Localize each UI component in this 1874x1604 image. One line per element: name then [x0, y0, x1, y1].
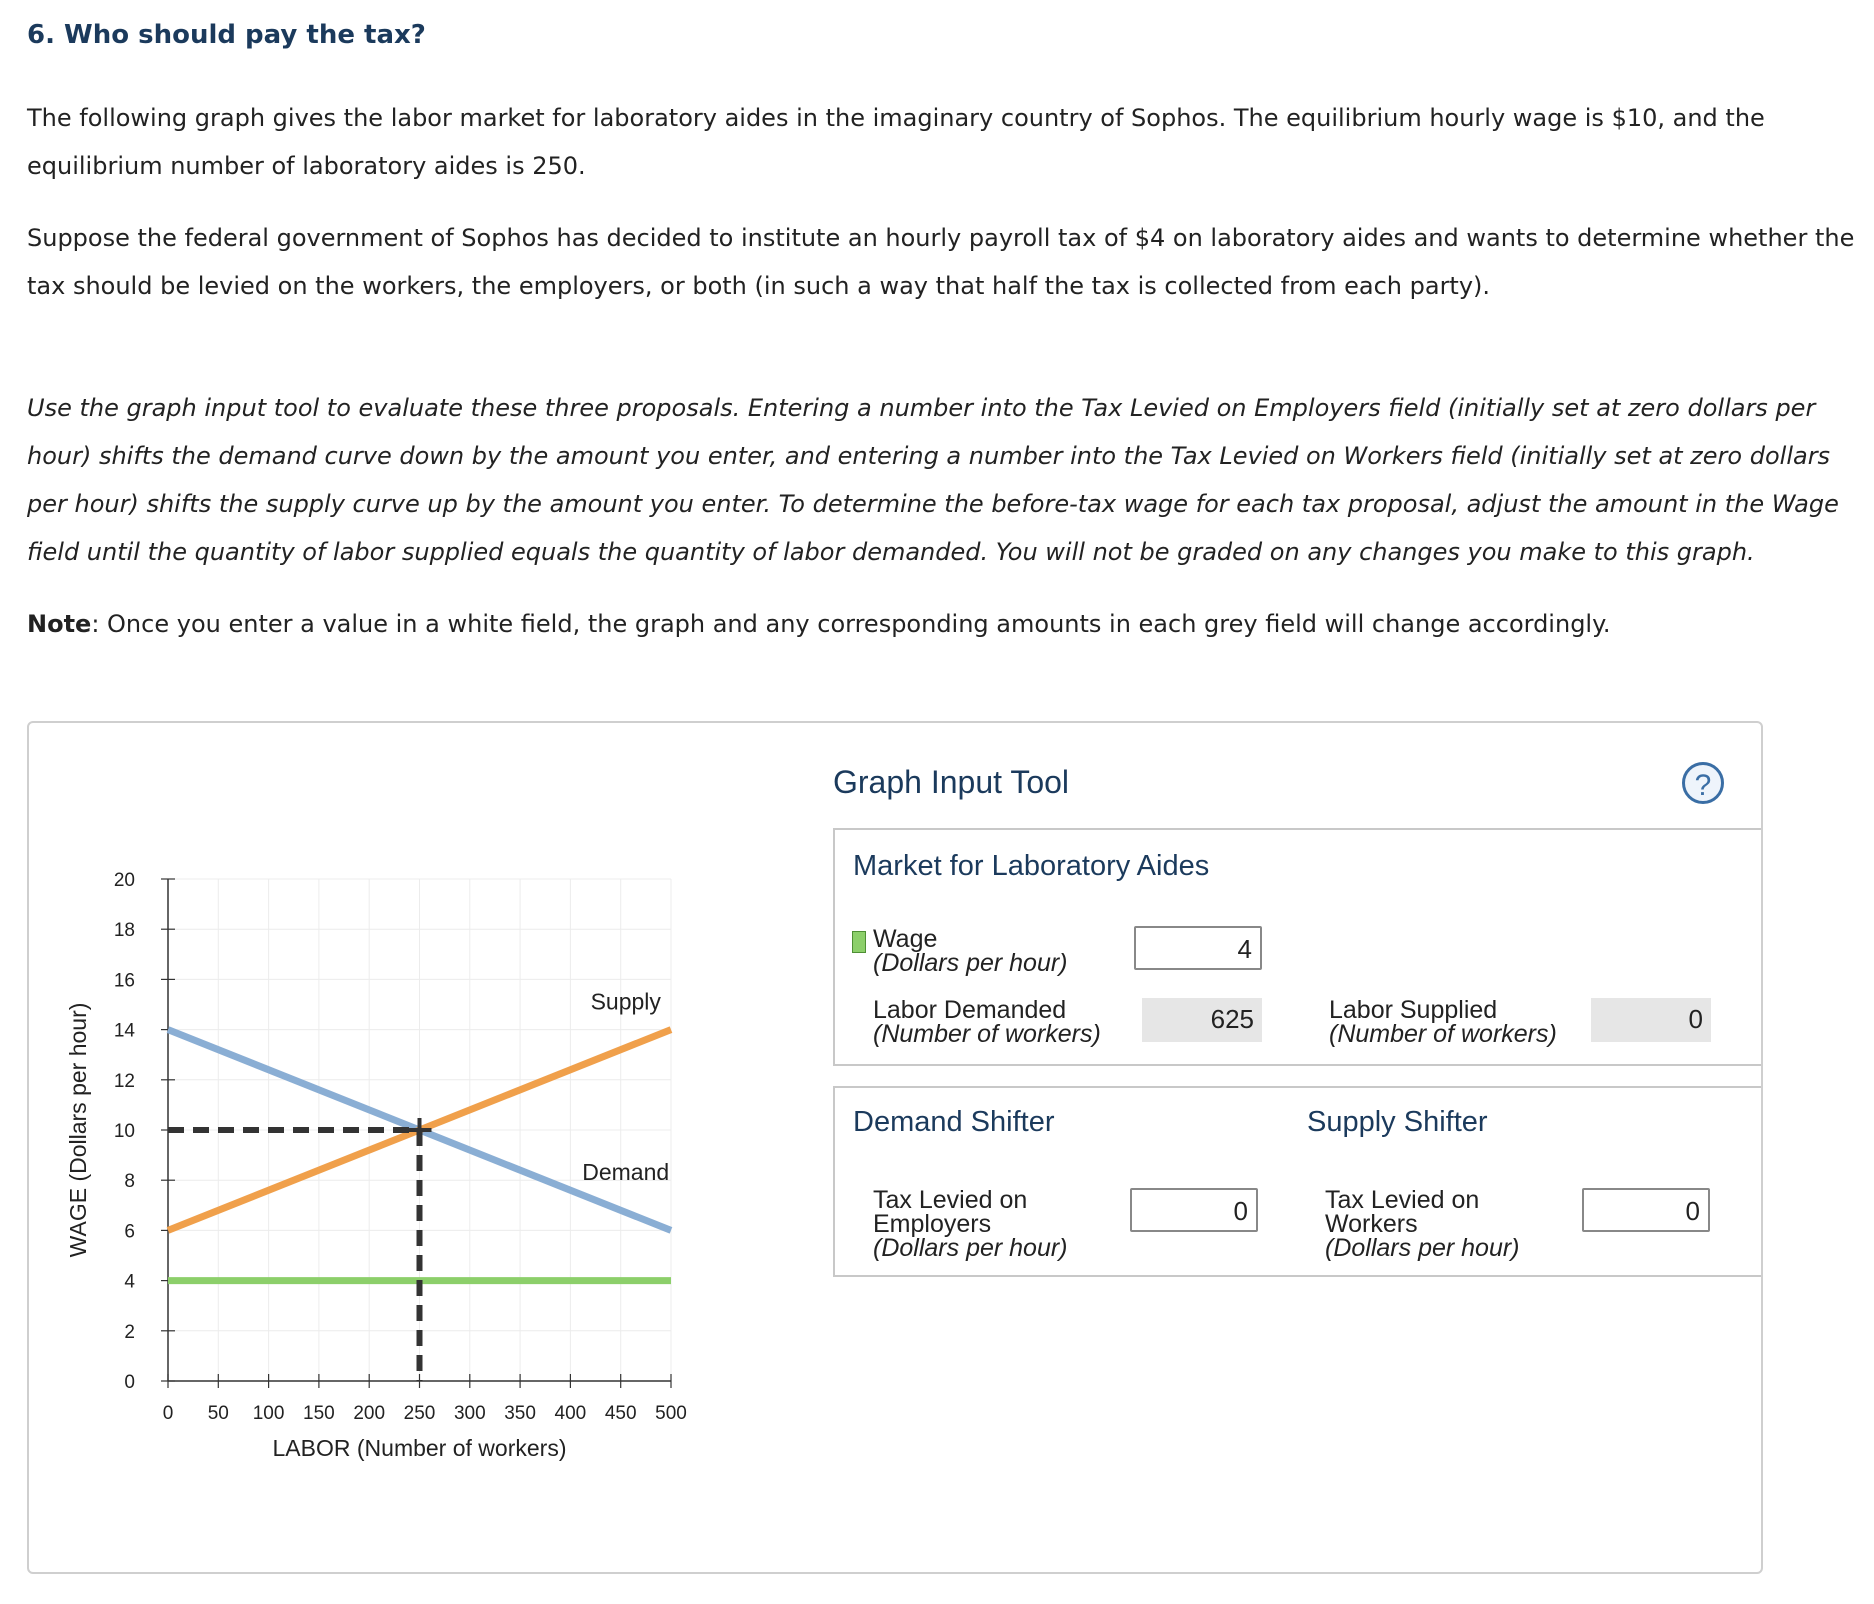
- note-label: Note: [27, 610, 92, 638]
- employer-tax-label-1: Tax Levied on: [873, 1186, 1028, 1214]
- labor-supplied-label-text: Labor Supplied: [1329, 996, 1498, 1024]
- employer-tax-label: [873, 1188, 1068, 1260]
- wage-label-sub: (Dollars per hour): [873, 949, 1068, 977]
- worker-tax-label: [1325, 1188, 1520, 1260]
- market-panel: [833, 828, 1761, 1066]
- equilibrium-markers: [168, 1118, 432, 1381]
- employer-tax-input[interactable]: 0: [1130, 1188, 1258, 1232]
- x-tick-label: 150: [303, 1403, 335, 1424]
- wage-input[interactable]: 4: [1134, 926, 1262, 970]
- market-panel-title: Market for Laboratory Aides: [853, 850, 1210, 882]
- graph-tool-title: Graph Input Tool: [833, 764, 1070, 800]
- x-tick-label: 0: [162, 1403, 174, 1424]
- wage-label-text: Wage: [873, 925, 938, 953]
- labor-demanded-label-sub: (Number of workers): [873, 1020, 1101, 1048]
- worker-tax-label-sub: (Dollars per hour): [1325, 1234, 1520, 1262]
- x-tick-label: 350: [504, 1403, 536, 1424]
- x-tick-label: 100: [252, 1403, 285, 1424]
- y-tick-label: 14: [113, 1020, 135, 1042]
- labor-supplied-value: 0: [1591, 998, 1711, 1042]
- question-title: 6. Who should pay the tax?: [27, 20, 426, 50]
- labor-supplied-label: [1329, 998, 1557, 1046]
- labor-supplied-label-sub: (Number of workers): [1329, 1020, 1557, 1048]
- x-tick-label: 400: [554, 1403, 587, 1424]
- shifter-panel: [833, 1086, 1761, 1277]
- supply-shifter-title: Supply Shifter: [1307, 1106, 1488, 1138]
- demand-shifter-title: Demand Shifter: [853, 1106, 1055, 1138]
- y-tick-label: 2: [124, 1321, 135, 1343]
- instructions-paragraph: Use the graph input tool to evaluate these three proposals. Entering a number into the Tax Levied on Employers field (initially set at zero dollars per hour) shifts the demand curve down by the amount you enter, and entering a number into the Tax Levied on Workers field (initially set at zero dollars per hour) shifts the supply curve up by the amount you enter. To determine the before-tax wage for each tax proposal, adjust the amount in the Wage field until the quantity of labor supplied equals the quantity of labor demanded. You will not be graded on any changes you make to this graph.: [27, 394, 1839, 566]
- annotation-supply: Supply: [590, 988, 661, 1015]
- y-axis-label: WAGE (Dollars per hour): [65, 1002, 91, 1258]
- annotation-demand: Demand: [582, 1159, 670, 1186]
- y-tick-label: 18: [113, 920, 135, 942]
- y-tick-label: 4: [124, 1271, 135, 1293]
- worker-tax-input[interactable]: 0: [1582, 1188, 1710, 1232]
- intro-paragraph: The following graph gives the labor market for laboratory aides in the imaginary country of Sophos. The equilibrium hourly wage is $10, and the equilibrium number of laboratory aides is 250.: [27, 104, 1765, 180]
- labor-demanded-label: [873, 998, 1101, 1046]
- x-tick-label: 500: [655, 1403, 687, 1424]
- x-tick-label: 250: [403, 1403, 436, 1424]
- y-tick-label: 10: [113, 1121, 135, 1142]
- x-tick-label: 450: [604, 1403, 637, 1424]
- y-tick-label: 20: [113, 870, 135, 891]
- worker-tax-label-1: Tax Levied on: [1325, 1186, 1480, 1214]
- wage-label: [873, 927, 1068, 975]
- y-tick-label: 12: [113, 1070, 135, 1092]
- x-tick-label: 200: [353, 1403, 386, 1424]
- tax-paragraph: Suppose the federal government of Sophos has decided to institute an hourly payroll tax of $4 on laboratory aides and wants to determine whether the tax should be levied on the workers, the employers, or both (in such a way that half the tax is collected from each party).: [27, 224, 1855, 300]
- x-tick-label: 50: [207, 1403, 229, 1424]
- y-tick-label: 8: [124, 1171, 135, 1193]
- x-axis-label: LABOR (Number of workers): [272, 1435, 567, 1461]
- y-tick-label: 0: [124, 1372, 135, 1393]
- chart-labels: [65, 870, 687, 1461]
- help-icon[interactable]: ?: [1682, 762, 1724, 804]
- x-tick-label: 300: [453, 1403, 486, 1424]
- employer-tax-label-2: Employers: [873, 1210, 992, 1238]
- worker-tax-label-2: Workers: [1325, 1210, 1418, 1238]
- labor-demanded-label-text: Labor Demanded: [873, 996, 1067, 1024]
- labor-demanded-value: 625: [1142, 998, 1262, 1042]
- y-tick-label: 16: [113, 970, 135, 992]
- employer-tax-label-sub: (Dollars per hour): [873, 1234, 1068, 1262]
- note-text: : Once you enter a value in a white field, the graph and any corresponding amounts in each grey field will change accordingly.: [91, 610, 1611, 638]
- wage-legend-swatch: [852, 931, 866, 953]
- y-tick-label: 6: [124, 1221, 135, 1243]
